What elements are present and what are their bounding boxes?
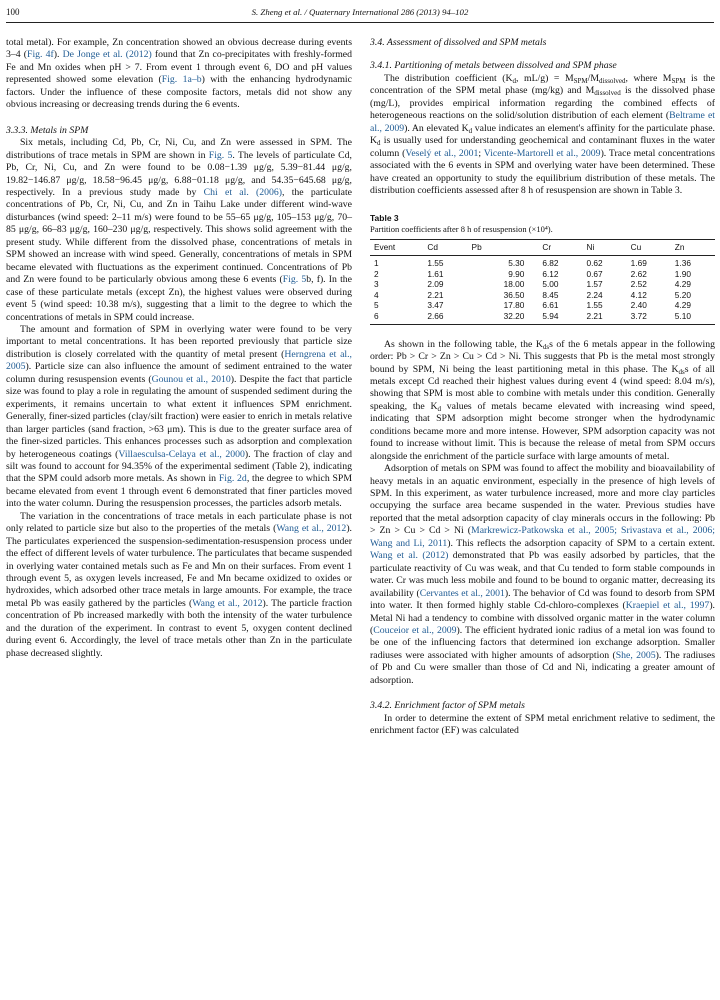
table-cell: 18.00 [503, 279, 525, 290]
table-cell: 1.55 [586, 300, 603, 311]
column-header: Cr [542, 242, 552, 253]
table-cell: 5.94 [542, 311, 559, 321]
table-cell: 17.80 [503, 300, 525, 311]
table-cell: 0.67 [586, 268, 603, 279]
table-cell: 1.69 [630, 258, 647, 269]
column-header: Cd [427, 242, 438, 253]
table-row [370, 256, 715, 269]
table-cell: 2.24 [586, 289, 603, 300]
table-cell: 5.00 [542, 279, 559, 290]
heading-3-4-2: 3.4.2. Enrichment factor of SPM metals [370, 700, 525, 712]
table-cell: 9.90 [508, 268, 525, 279]
paragraph-spm-amount: The amount and formation of SPM in overlying water were found to be very important to metal concentrations. It has been reported previously that particle size distribution is closely correlated with the quantity of metal present (Herngrena et al., 2005). Particle size can also influence the amount of sediment entrained to the water column during resuspension events (Gounou et al., 2010). Despite the fact that particle size was found to play a role in regulating the amount of suspended sediment during the experiments, it remains uncertain to what extent it influences SPM enrichment. Generally, finer-sized particles (clay/silt fraction) were easier to enrich in metals relative than larger particles (sand fraction, >63 μm). This is due to the greater surface area of the finer-sized particles. This enhances processes such as adsorption and complexation by heterogeneous coatings (Villaesculsa-Celaya et al., 2000). The fraction of clay and silt was found to account for 94.35% of the experimental sediment (Table 2), indicating that the SPM could adsorb more metals. As shown in Fig. 2d, the degree to which SPM became elevated from event 1 through event 6 demonstrated that finer particles moved into the water column. During the resuspension processes, the particles adsorb metals. [6, 323, 352, 510]
table-row [370, 311, 715, 324]
table-cell: 2 [374, 268, 379, 279]
right-column [370, 37, 715, 738]
table-cell: 3.47 [427, 300, 444, 311]
page-header [0, 6, 720, 20]
ref-gounou-2010[interactable]: Gounou et al., 2010 [151, 373, 231, 385]
running-head: S. Zheng et al. / Quaternary International 286 (2013) 94–102 [251, 7, 469, 17]
fig-5-link[interactable]: Fig. 5 [282, 274, 307, 286]
table-cell: 5.30 [508, 258, 525, 269]
table-cell: 5 [374, 300, 379, 311]
paragraph-distribution-coefficient: The distribution coefficient ($K_d$, $mL/g) = M_{SPM}/M_{dissolved}$, where $M_{SPM}$ is the concentration of the SPM metal phase (mg/kg) and $M_{dissolved}$ is the dissolved phase (mg/L), provides empirical information regarding the combined effects of heterogeneous reactions on the solid/solution distribution of each element (Beltrame et al., 2009). An elevated $K_d$ value indicates an element's affinity for the particulate phase. $K_d$ is usually used for understanding geochemical and contaminant fluxes in the water column (Veselý et al., 2001; Vicente-Martorell et al., 2009). Trace metal concentrations associated with the 6 events in SPM and overlying water have been determined. These have created an opportunity to study the equilibrium distribution of these metals. The distribution coefficients assessed after 8 h of resuspension are shown in Table 3. [370, 72, 716, 196]
fig-4f-link[interactable]: Fig. 4f [27, 49, 54, 61]
table-cell: 4 [374, 289, 379, 300]
table-cell: 6 [374, 311, 379, 321]
table-cell: 1.57 [586, 279, 603, 290]
table-cell: 6.12 [542, 268, 559, 279]
ref-beltrame-2009[interactable]: Beltrame et al., 2009 [370, 110, 715, 134]
table-cell: 1 [374, 258, 379, 269]
table-3-caption: Partition coefficients after 8 h of resuspension (×10⁴). [370, 224, 553, 235]
heading-3-4: 3.4. Assessment of dissolved and SPM metals [370, 37, 547, 48]
table-cell: 32.20 [503, 311, 525, 321]
table-cell: 6.61 [542, 300, 559, 311]
heading-3-4-1: 3.4.1. Partitioning of metals between dissolved and SPM phase [370, 60, 617, 72]
table-cell: 1.36 [674, 258, 691, 269]
column-header: Cu [630, 242, 642, 253]
table-3-label: Table 3 [370, 213, 399, 224]
table-cell: 2.62 [630, 268, 647, 279]
table-row [370, 269, 715, 280]
fig-2d-link[interactable]: Fig. 2d [218, 473, 247, 485]
heading-3-3-3: 3.3.3. Metals in SPM [6, 124, 89, 136]
partition-table [370, 239, 715, 324]
column-header: Zn [674, 242, 685, 253]
ref-de-jonge-2012[interactable]: De Jonge et al. (2012) [62, 49, 152, 61]
table-cell: 4.29 [674, 300, 691, 311]
ref-vesely-2001[interactable]: Veselý et al., 2001 [405, 147, 479, 159]
table-cell: 5.10 [674, 311, 691, 321]
table-cell: 1.61 [427, 268, 444, 279]
table-header-row [370, 240, 715, 256]
ref-wang-2012[interactable]: Wang et al., 2012 [192, 597, 263, 609]
table-cell: 2.66 [427, 311, 444, 321]
table-cell: 1.90 [674, 268, 691, 279]
column-header: Pb [471, 242, 482, 253]
column-header: Event [374, 242, 396, 253]
paragraph-variation: The variation in the concentrations of trace metals in each particulate phase is not only related to particle size but also to the properties of the metals (Wang et al., 2012). The particulates experienced the suspension-sedimentation-resuspension process under the effect of different levels of water turbulence. The particulates that became suspended in overlying water contained metals such as Fe and Mn on their surfaces. From event 1 through event 5, as oxygen levels increased, Fe and Mn became oxidized to oxides or hydroxides, which adsorbed other trace metals in large amounts. For example, the trace metal Pb was easily gathered by the particles (Wang et al., 2012). The particle fraction concentration of Pb increased markedly with both the intensity of the water turbulence and the duration of the experiment. In contrast to event 5, oxygen content declined during event 6. Accordingly, the level of trace metals other than Zn in the particulate phase decreased slightly. [6, 510, 352, 659]
ref-vicente-2009[interactable]: Vicente-Martorell et al., 2009 [483, 147, 601, 159]
ref-she-2005[interactable]: She, 2005 [615, 649, 656, 661]
fig-1ab-link[interactable]: Fig. 1a–b [161, 74, 202, 86]
table-cell: 2.21 [427, 289, 444, 300]
ref-chi-2006[interactable]: Chi et al. (2006) [203, 186, 283, 198]
table-row [370, 300, 715, 311]
table-row [370, 290, 715, 301]
ref-cervantes-2001[interactable]: Cervantes et al., 2001 [419, 587, 505, 599]
header-rule [6, 22, 714, 23]
table-cell: 1.55 [427, 258, 444, 269]
table-cell: 3 [374, 279, 379, 290]
ref-wang-2012[interactable]: Wang et al., 2012 [276, 523, 347, 535]
ref-villaesculsa-2000[interactable]: Villaesculsa-Celaya et al., 2000 [118, 448, 245, 460]
table-3 [370, 213, 715, 324]
table-cell: 3.72 [630, 311, 647, 321]
page-number: 100 [6, 7, 20, 17]
table-cell: 4.12 [630, 289, 647, 300]
ref-markrewicz-group[interactable]: Markrewicz-Patkowska et al., 2005; Srivastava et al., 2006; Wang and Li, 2011 [370, 525, 715, 549]
paragraph-kd-order: As shown in the following table, the $K_{ds}s$ of the 6 metals appear in the following order: Pb > Cr > Zn > Cu > Cd > Ni. This suggests that Pb is the metal most strongly bound by SPM, Ni being the least partitioning metal in this phase. The $K_{ds}s$ of all metals except Cd reached their highest values during event 4 (wind speed: 8.04 m/s), showing that SPM is most able to combine with metals under this condition. Generally speaking, the $K_d$ values of metals became elevated with increasing wind speed, indicating that SPM adsorption might become stronger when the hydrodynamic conditions became more and more intense. However, SPM adsorption capacity was not found to increase without limit. This is because the release of metal from SPM occurs alongside the enrichment of the particle surface with large amounts of metal. [370, 338, 715, 462]
table-cell: 6.82 [542, 258, 559, 269]
table-cell: 5.20 [674, 289, 691, 300]
ref-couceior-2009[interactable]: Couceior et al., 2009 [373, 625, 457, 637]
table-cell: 2.21 [586, 311, 603, 321]
ref-wang-2012[interactable]: Wang et al. (2012) [370, 550, 449, 562]
table-row [370, 279, 715, 290]
table-cell: 36.50 [503, 289, 525, 300]
table-cell: 4.29 [674, 279, 691, 290]
ref-herngrena-2005[interactable]: Herngrena et al., 2005 [6, 348, 352, 373]
left-column [6, 37, 352, 660]
table-cell: 2.40 [630, 300, 647, 311]
fig-5-link[interactable]: Fig. 5 [208, 149, 233, 161]
paragraph-zn-events: total metal). For example, Zn concentration showed an obvious decrease during events 3–4 (Fig. 4f). De Jonge et al. (2012) found that Zn co-precipitates with freshly-formed Fe and Mn oxides when pH > 7. From event 1 through event 6, DO and pH values represented showed some elevation (Fig. 1a–b) with the enhancing hydrodynamic factors. Under the influence of these composite factors, metals did not show any obvious increasing or decreasing trends during the 6 events. [6, 37, 352, 111]
paragraph-adsorption: Adsorption of metals on SPM was found to affect the mobility and bioavailability of heavy metals in an aquatic environment, especially in the presence of high levels of SPM. In this experiment, as water turbulence increased, more and more clay particles occupying the surface area became suspended in the water. Previous studies have reported that the metal adsorption capacity of clay minerals occurs in the following: Pb > Zn > Cu > Cd > Ni (Markrewicz-Patkowska et al., 2005; Srivastava et al., 2006; Wang and Li, 2011). This reflects the adsorption capacity of SPM to a certain extent. Wang et al. (2012) demonstrated that Pb was easily adsorbed by particles, that the particulate reactivity of Cu was weak, and that Cu tended to form stable compounds in water. Cr was much less mobile and found to be bound to organic matter, decreasing its availability (Cervantes et al., 2001). The behavior of Cd was found to desorb from SPM into water. It then formed highly stable Cd-chloro-complexes (Kraepiel et al., 1997). Metal Ni had a tendency to combine with dissolved organic matter in the water column (Couceior et al., 2009). The efficient hydrated ionic radius of a metal ion was found to be one of the influencing factors that determined ion exchange adsorption. Smaller radiuses were associated with higher amounts of adsorption (She, 2005). The radiuses of Pb and Cu were smaller than those of Cd and Ni, indicating a greater amount of adsorption. [370, 463, 716, 686]
paragraph-metals-spm: Six metals, including Cd, Pb, Cr, Ni, Cu, and Zn were assessed in SPM. The distributions of trace metals in SPM are shown in Fig. 5. The levels of particulate Cd, Pb, Cr, Ni, Cu, and Zn were found to be 0.08−1.39 μg/g, 5.39−81.44 μg/g, 19.82−146.87 μg/g, 18.58−96.45 μg/g, 6.88−01.18 μg/g, and 54.35−645.68 μg/g, respectively. In a previous study made by Chi et al. (2006), the particulate concentrations of Pb, Cr, Ni, Cu, and Zn in Taihu Lake under different wind-wave disturbances (wind speed: 2–11 m/s) were found to be 55–65 μg/g, 105–153 μg/g, 70–85 μg/g, 66–83 μg/g, 160–230 μg/g, respectively. This shows solid agreement with the present study. While different from the dissolved phase, concentrations of metals in SPM showed an increase with wind speed. Generally, concentrations of metals in SPM became elevated with fluctuations as the experiment continued. Concentrations of Pb and Zn were found to be particularly obvious among these 6 events (Fig. 5b, f). In the case of these particulate metals (except Zn), the highest values were observed during event 5 (wind speed: 10.38 m/s), suggesting that a limit to the degree to which the concentrations of metals in SPM could increase. [6, 137, 353, 323]
table-cell: 2.09 [427, 279, 444, 290]
paragraph-enrichment: In order to determine the extent of SPM metal enrichment relative to sediment, the enrichment factor (EF) was calculated [370, 712, 715, 737]
table-cell: 0.62 [586, 258, 603, 269]
table-cell: 8.45 [542, 289, 559, 300]
table-cell: 2.52 [630, 279, 647, 290]
ref-kraepiel-1997[interactable]: Kraepiel et al., 1997 [625, 600, 710, 612]
column-header: Ni [586, 242, 595, 253]
